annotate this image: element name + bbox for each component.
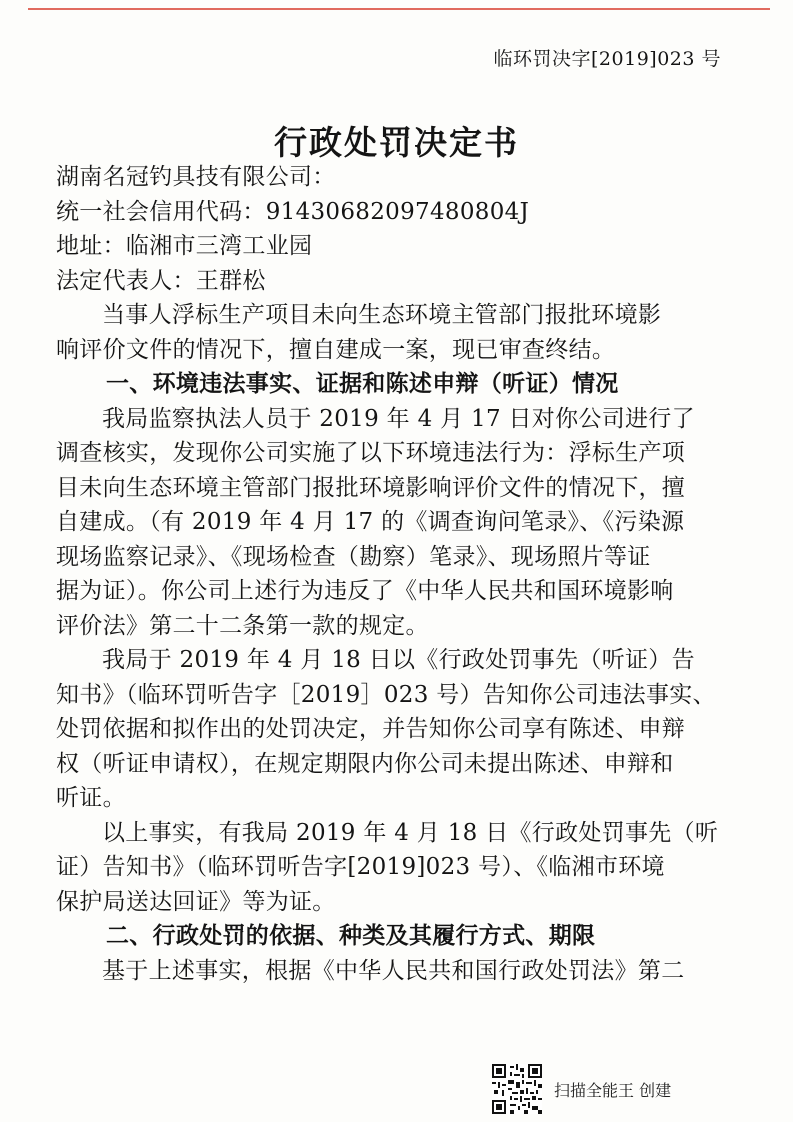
section1-para2-line: 权（听证申请权），在规定期限内你公司未提出陈述、申辩和: [56, 750, 674, 777]
section1-para2-line: 知书》（临环罚听告字［2019］023 号）告知你公司违法事实、: [56, 681, 716, 708]
scanner-label: 扫描全能王 创建: [554, 1080, 672, 1100]
document-body: [56, 160, 746, 988]
section1-para3-line: 证）告知书》（临环罚听告字[2019]023 号）、《临湘市环境: [56, 854, 665, 880]
section1-para1-line: 目未向生态环境主管部门报批环境影响评价文件的情况下，擅: [56, 474, 686, 501]
scanner-watermark: [492, 1064, 671, 1114]
section1-para3-line: 保护局送达回证》等为证。: [56, 888, 336, 915]
legal-representative: 法定代表人：王群松: [56, 267, 266, 294]
section2-para1-line: 基于上述事实，根据《中华人民共和国行政处罚法》第二: [102, 957, 685, 984]
section1-para1-line: 调查核实，发现你公司实施了以下环境违法行为：浮标生产项: [56, 440, 686, 466]
section1-para3-line: 以上事实，有我局 2019 年 4 月 18 日《行政处罚事先（听: [102, 819, 719, 846]
section1-para2-line: 我局于 2019 年 4 月 18 日以《行政处罚事先（听证）告: [102, 647, 695, 673]
section1-para1-line: 评价法》第二十二条第一款的规定。: [56, 612, 429, 639]
document-title: 行政处罚决定书: [274, 123, 519, 162]
section2-heading: 二、行政处罚的依据、种类及其履行方式、期限: [106, 922, 596, 949]
party-address: 地址：临湘市三湾工业园: [56, 233, 313, 259]
section1-para1-line: 我局监察执法人员于 2019 年 4 月 17 日对你公司进行了: [102, 405, 695, 432]
section1-para2-line: 听证。: [56, 785, 126, 811]
section1-para1-line: 现场监察记录》、《现场检查（勘察）笔录》、现场照片等证: [56, 543, 651, 570]
intro-line: 当事人浮标生产项目未向生态环境主管部门报批环境影: [102, 302, 662, 328]
section1-para1-line: 据为证）。你公司上述行为违反了《中华人民共和国环境影响: [56, 578, 674, 604]
qr-code-icon: [492, 1064, 542, 1114]
section1-para1-line: 自建成。（有 2019 年 4 月 17 的《调查询问笔录》、《污染源: [56, 509, 685, 535]
top-red-rule: [28, 8, 770, 10]
section1-para2-line: 处罚依据和拟作出的处罚决定，并告知你公司享有陈述、申辩: [56, 716, 686, 742]
document-number: 临环罚决字[2019]023 号: [493, 48, 721, 70]
intro-line: 响评价文件的情况下，擅自建成一案，现已审查终结。: [56, 336, 616, 363]
section1-heading: 一、环境违法事实、证据和陈述申辩（听证）情况: [106, 370, 619, 397]
credit-code: 统一社会信用代码：91430682097480804J: [56, 198, 530, 225]
party-name: 湖南名冠钓具技有限公司：: [56, 164, 336, 190]
